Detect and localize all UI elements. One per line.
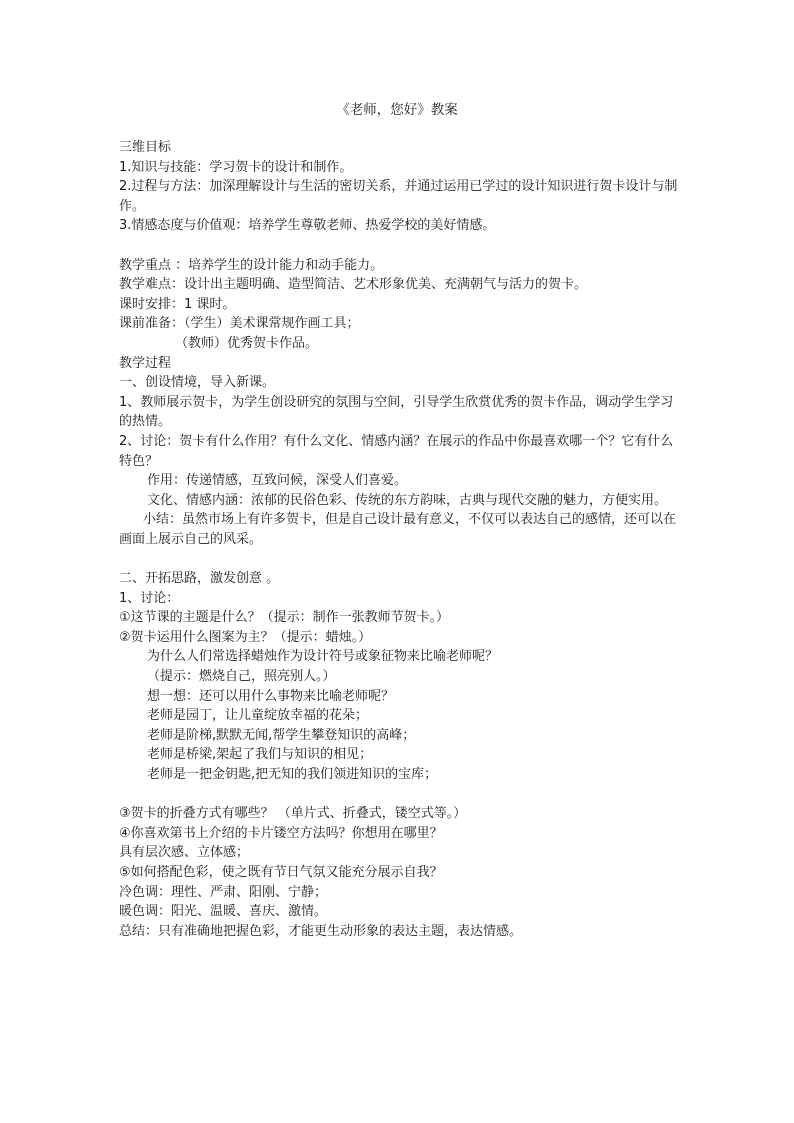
question-5: ⑤如何搭配色彩，使之既有节日气氛又能充分展示自我？ <box>119 864 443 880</box>
question-2-hint: （提示：燃烧自己，照亮别人。） <box>147 669 336 685</box>
section-heading-process: 教学过程 <box>119 355 172 371</box>
teaching-focus: 教学重点 ：培养学生的设计能力和动手能力。 <box>119 257 384 273</box>
answer-culture: 文化、情感内涵：浓郁的民俗色彩、传统的东方韵味，古典与现代交融的魅力，方便实用。 <box>147 492 668 508</box>
step-one-heading: 一、创设情境，导入新课。 <box>119 375 276 391</box>
objective-emotion: 3.情感态度与价值观：培养学生尊敬老师、热爱学校的美好情感。 <box>119 218 496 234</box>
teaching-difficulty: 教学难点：设计出主题明确、造型简洁、艺术形象优美、充满朝气与活力的贺卡。 <box>119 277 588 293</box>
discussion-heading: 1、讨论： <box>119 590 180 606</box>
document-body <box>119 138 679 941</box>
question-4: ④你喜欢第书上介绍的卡片镂空方法吗？你想用在哪里？ <box>119 825 443 841</box>
metaphor-2: 老师是阶梯,默默无闻,帮学生攀登知识的高峰； <box>147 727 416 743</box>
question-2: ②贺卡运用什么图案为主？（提示：蜡烛。） <box>119 629 372 645</box>
metaphor-4: 老师是一把金钥匙,把无知的我们领进知识的宝库； <box>147 767 438 782</box>
objective-process: 2.过程与方法：加深理解设计与生活的密切关系，并通过运用已学过的设计知识进行贺卡设计与制作。 <box>119 179 678 214</box>
step-one-item-1: 1、教师展示贺卡，为学生创设研究的氛围与空间，引导学生欣赏优秀的贺卡作品，调动学生学习的热情。 <box>119 394 674 430</box>
blank-line <box>119 785 679 805</box>
document-title: 《老师，您好》教案 <box>336 102 458 118</box>
question-3: ③贺卡的折叠方式有哪些？ （单片式、折叠式，镂空式等。） <box>119 806 467 822</box>
summary-one: 小结：虽然市场上有许多贺卡，但是自己设计最有意义，不仅可以表达自己的感情，还可以在画面上展示自己的风采。 <box>119 512 677 547</box>
question-4-answer: 具有层次感、立体感； <box>119 845 250 861</box>
final-summary: 总结：只有准确地把握色彩，才能更生动形象的表达主题，表达情感。 <box>119 923 523 939</box>
answer-function: 作用：传递情感，互致问候，深受人们喜爱。 <box>147 473 408 489</box>
question-2-sub: 为什么人们常选择蜡烛作为设计符号或象征物来比喻老师呢？ <box>147 649 499 665</box>
blank-line <box>119 236 679 256</box>
step-two-heading: 二、开拓思路，激发创意 。 <box>119 571 280 587</box>
blank-line <box>119 549 679 569</box>
section-heading-objectives: 三维目标 <box>119 140 172 155</box>
objective-knowledge: 1.知识与技能：学习贺卡的设计和制作。 <box>119 159 353 175</box>
cool-colors: 冷色调：理性、严肃、阳刚、宁静； <box>119 884 328 900</box>
step-one-item-2: 2、讨论：贺卡有什么作用？有什么文化、情感内涵？在展示的作品中你最喜欢哪一个？它有什么特色？ <box>119 433 674 469</box>
class-hours: 课时安排：1 课时。 <box>119 296 236 312</box>
metaphor-3: 老师是桥梁,架起了我们与知识的相见； <box>147 747 373 763</box>
think-prompt: 想一想：还可以用什么事物来比喻老师呢？ <box>147 688 395 704</box>
metaphor-1: 老师是园丁，让儿童绽放幸福的花朵； <box>147 708 369 724</box>
preparation-teacher: （教师）优秀贺卡作品。 <box>175 335 319 351</box>
warm-colors: 暖色调：阳光、温暖、喜庆、激情。 <box>119 904 328 920</box>
preparation-students: 课前准备：（学生）美术课常规作画工具； <box>119 316 360 332</box>
question-1: ①这节课的主题是什么？（提示：制作一张教师节贺卡。） <box>119 610 450 626</box>
